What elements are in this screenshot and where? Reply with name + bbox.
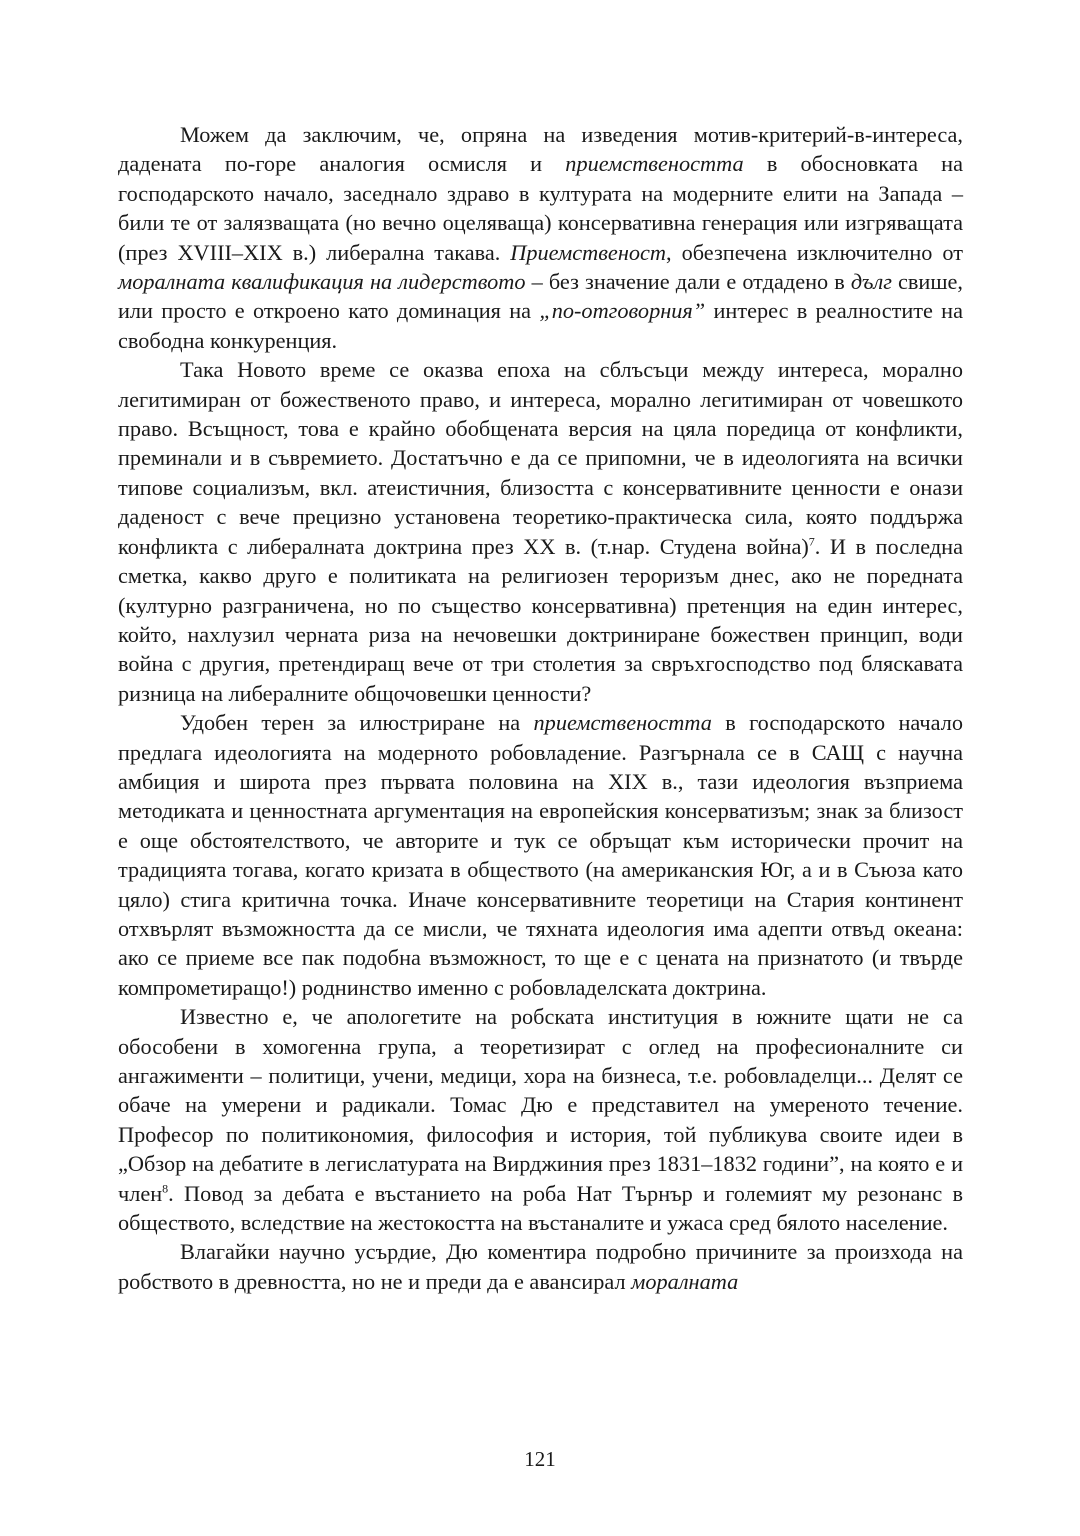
italic-run: моралната квалификация на лидерството <box>118 269 526 295</box>
text-run: в обосновката на господарското начало, заседнало здраво в културата на модерните елити на Запада – били те от залязващата (но вечно оцеляваща) консервативна генерация или изгряващата (през XVIII–XIX в.) либерална такава. <box>118 151 963 265</box>
paragraph-2 <box>118 355 963 708</box>
text-run: Влагайки научно усърдие, Дю коментира подробно причините за произхода на робството в древността, но не и преди да е авансирал <box>118 1239 963 1294</box>
text-run: – без значение дали е отдадено в <box>525 269 851 295</box>
page-number: 121 <box>524 1447 556 1471</box>
paragraph-4 <box>118 1002 963 1237</box>
text-run: Удобен терен за илюстриране на <box>180 710 534 736</box>
text-run: . Повод за дебата е въстанието на роба Нат Търнър и големият му резонанс в обществото, вследствие на жестокостта на въстаналите и ужаса сред бялото население. <box>118 1180 963 1236</box>
text-run: Известно е, че апологетите на робската институция в южните щати не са обособени в хомогенна група, а теоретизират с оглед на професионалните си ангажименти – политици, учени, медици, хора на бизнеса, т.е. робовладелци... Делят се обаче на умерени и радикали. Томас Дю е представител на умереното течение. Професор по политикономия, философия и история, той публикува своите идеи в „Обзор на дебатите в легислатурата на Вирджиния през 1831–1832 години”, на която е и член <box>118 1004 963 1206</box>
text-run: в господарското начало предлага идеологията на модерното робовладение. Разгърнала се в САЩ с научна амбиция и широта през първата половина на XIX в., тази идеология възприема методиката и ценностната аргументация на европейския консерватизъм; знак за близост е още обстоятелството, че авторите и тук се обръщат към исторически прочит на традицията тогава, когато кризата в обществото (на американския Юг, а и в Съюза като цяло) стига критична точка. Иначе консервативните теоретици на Стария континент отхвърлят възможността да се мисли, че тяхната идеология има адепти отвъд океана: ако се приеме все пак подобна възможност, то ще е с цената на признатото (и твърде компрометиращо!) роднинство именно с робовладелската доктрина. <box>118 710 963 1000</box>
footnote-ref: 7 <box>808 534 815 549</box>
text-run: интерес в реалностите на свободна конкуренция. <box>118 298 964 353</box>
paragraph-3 <box>118 708 963 1002</box>
paragraph-1 <box>118 120 963 355</box>
text-run: , обезпечена изключително от <box>666 239 963 265</box>
italic-run: приемствеността <box>565 151 744 177</box>
italic-run: приемствеността <box>533 710 712 736</box>
paragraph-5 <box>118 1237 963 1296</box>
italic-run: моралната <box>631 1268 739 1294</box>
text-run: свише, или просто е откроено като доминация на <box>118 269 964 324</box>
italic-run: „по-отговорния” <box>539 298 706 324</box>
page-body <box>118 120 963 1296</box>
italic-run: Приемственост <box>510 239 667 265</box>
italic-run: дълг <box>850 269 892 295</box>
text-run: Така Новото време се оказва епоха на сблъсъци между интереса, морално легитимиран от божественото право, и интереса, морално легитимиран от човешкото право. Всъщност, това е крайно обобщената версия на цяла поредица от конфликти, преминали и в съвремието. Достатъчно е да се припомни, че в идеологията на всички типове социализъм, вкл. атеистичния, близостта с консервативните ценности е онази даденост с вече прецизно установена теоретико-практическа сила, която поддържа конфликта с либералната доктрина през XX в. (т.нар. Студена война) <box>118 357 963 559</box>
text-run: . И в последна сметка, какво друго е политиката на религиозен тероризъм днес, ако не поредната (културно разграничена, но по същество консервативна) претенция на един интерес, който, нахлузил черната риза на нечовешки доктриниране божествен принцип, води война с другия, претендиращ вече от три столетия за свръхгосподство под бляскавата ризница на либералните общочовешки ценности? <box>118 533 963 706</box>
text-run: Можем да заключим, че, опряна на изведения мотив-критерий-в-интереса, дадената по-горе аналогия осмисля и <box>118 122 963 177</box>
footnote-ref: 8 <box>162 1181 169 1196</box>
